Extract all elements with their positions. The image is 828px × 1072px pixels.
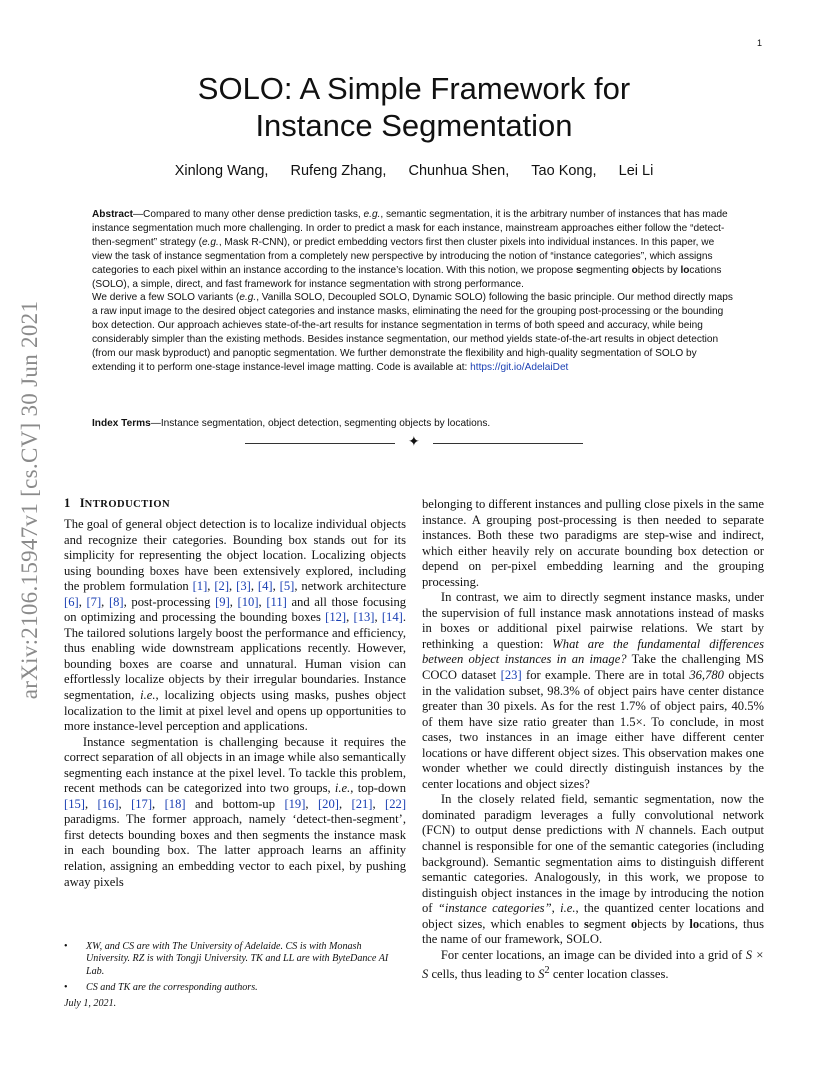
citation-link[interactable]: [11]: [266, 594, 287, 609]
footnote: • CS and TK are the corresponding authors.: [64, 982, 406, 994]
body-text: i.e.: [560, 901, 576, 916]
abstract-text: cations (SOLO), a simple, direct, and fast framework for instance segmentation with strong performance.: [92, 264, 722, 290]
math-value: 36,780: [689, 668, 724, 683]
citation-link[interactable]: [5]: [279, 579, 295, 594]
citation-link[interactable]: [2]: [214, 579, 230, 594]
divider-line-left: [245, 443, 395, 444]
citation-link[interactable]: [23]: [500, 668, 522, 683]
body-text: and all those focusing on optimizing and processing the bounding boxes: [64, 594, 407, 625]
citation-link[interactable]: [22]: [385, 796, 407, 811]
body-text: channels. Each output channel is responsible for one of the semantic categories (including background). Semantic segmentation aims to distinguish different semantic categories. Analogously, in this work, we propose to distinguish object instances in the image by introducing the notion of: [422, 823, 764, 916]
section-number: 1: [64, 496, 71, 510]
arxiv-stamp-container: [10, 290, 50, 710]
body-text: The goal of general object detection is to localize individual objects and recognize their categories. Bounding box stands out for its simplicity for representing the object location. Localizing objects using bounding boxes have been extensively explored, including the problem formulation: [64, 517, 406, 594]
body-paragraph: [422, 948, 764, 983]
body-text: and bottom-up: [185, 796, 285, 811]
author: Lei Li: [618, 163, 654, 179]
body-text: i.e.: [140, 688, 156, 703]
citation-link[interactable]: [6]: [64, 594, 79, 609]
abstract-text: , Vanilla SOLO, Decoupled SOLO, Dynamic SOLO) following the basic principle. Our method directly maps a raw input image to the desired object categories and instance masks, eliminating the need for the grouping post-processing or the bounding box detection. Our approach achieves state-of-the-art results for instance segmentation in terms of both speed and accuracy, while being considerably simpler than the existing methods. Besides instance segmentation, our method yields state-of-the-art results in object detection (from our mask byproduct) and panoptic segmentation. We further demonstrate the flexibility and high-quality segmentation of SOLO by extending it to perform one-stage instance-level image matting. Code is available at:: [92, 292, 733, 373]
paper-title: [94, 70, 734, 144]
math-value: 98.3%: [547, 683, 580, 698]
body-text: paradigms. The former approach, namely ‘detect-then-segment’, first detects bounding boxes and then segments the instance mask in each bounding box. The latter approach learns an affinity relation, assigning an embedding vector to each pixel, by pushing away pixels: [64, 812, 406, 889]
math-superscript: 2: [544, 965, 550, 977]
body-text: “instance categories”: [437, 901, 552, 916]
index-terms-text: —Instance segmentation, object detection, segmenting objects by locations.: [150, 418, 491, 429]
arxiv-stamp: arXiv:2106.15947v1 [cs.CV] 30 Jun 2021: [17, 300, 42, 700]
body-text: In the closely related field, semantic segmentation, now the dominated paradigm leverages a fully convolutional network (FCN) to output dense predictions with: [422, 792, 764, 838]
citation-link[interactable]: [19]: [284, 796, 306, 811]
abstract-paragraph-1: [92, 208, 737, 291]
date: July 1, 2021.: [64, 998, 117, 1009]
body-text: . The tailored solutions largely boost the performance and efficiency, thus enabling wide downstream applications recently. However, bounding boxes are coarse and unnatural. Human vision can effortlessly localize objects by their irregular boundaries. Instance segmentation,: [64, 610, 406, 703]
index-terms: [92, 418, 737, 429]
body-text: cells, thus leading to: [428, 967, 539, 982]
citation-link[interactable]: [17]: [131, 796, 153, 811]
abstract-text: , semantic segmentation, it is the arbitrary number of instances that has made instance segmentation much more challenging. In order to predict a mask for each instance, mainstream approaches either follow the “detect-then-segment” strategy (: [92, 209, 728, 248]
body-text: of object pairs have center distance greater than: [422, 683, 764, 714]
abstract-text: e.g.: [363, 209, 381, 220]
section-divider: [245, 436, 583, 450]
body-text: pixels. As for the rest: [499, 699, 620, 714]
body-text: egment: [588, 916, 631, 931]
citation-link[interactable]: [3]: [236, 579, 251, 594]
abstract-text: o: [631, 264, 638, 276]
citation-link[interactable]: [8]: [108, 594, 124, 609]
divider-line-right: [433, 443, 583, 444]
right-column: [422, 497, 764, 983]
abstract-paragraph-2: [92, 291, 737, 374]
citation-link[interactable]: [21]: [351, 796, 373, 811]
math-value: 1.7%: [619, 699, 646, 714]
body-text: lo: [689, 916, 700, 931]
abstract-text: egmenting: [581, 264, 632, 276]
body-text: . To conclude, in most cases, two instances in an image either have different center locations or have different object sizes. This observation makes one wonder whether we could directly distinguish instances by the center locations and object sizes?: [422, 714, 764, 791]
citation-link[interactable]: [14]: [381, 610, 403, 625]
body-text: i.e.: [334, 781, 351, 796]
author: Chunhua Shen,: [408, 163, 510, 179]
abstract-text: e.g.: [201, 236, 219, 248]
body-text: center location classes.: [549, 967, 669, 982]
body-text: cations, thus the name of our framework, SOLO.: [422, 916, 764, 947]
body-text: , the quantized center locations and object sizes, which enables to: [422, 901, 764, 931]
citation-link[interactable]: [1]: [192, 579, 208, 594]
citation-link[interactable]: [13]: [353, 610, 375, 625]
body-text: of object pairs,: [645, 699, 732, 714]
math-value: 40.5%: [731, 699, 765, 714]
author-list: [94, 163, 734, 179]
index-terms-label: Index Terms: [92, 418, 151, 429]
math-value: 1.5×: [619, 714, 643, 729]
body-text: , post-processing: [123, 594, 216, 609]
abstract-text: s: [576, 264, 582, 276]
math-value: S: [538, 967, 545, 982]
citation-link[interactable]: [20]: [317, 796, 339, 811]
body-text: s: [583, 916, 589, 931]
body-text: Take the challenging MS COCO dataset: [422, 652, 764, 683]
footnotes: [64, 941, 406, 998]
body-paragraph: [422, 590, 764, 792]
math-value: 30: [487, 699, 500, 714]
body-paragraph: Instance segmentation is challenging because it requires the correct separation of all objects in an image while also semantically segmenting each instance at the pixel level. To tackle this problem, recent methods can be categorized into two groups, i.e., top-down [15], [16], [17], [18] and bottom-up [19], [20], [21], [22] paradigms. The former approach, namely ‘detect-then-segment’, first detects bounding boxes and then segments the instance mask in each bounding box. The latter approach learns an affinity relation, assigning an embedding vector to each pixel, by pushing away pixels: [64, 734, 407, 889]
citation-link[interactable]: [4]: [257, 579, 273, 594]
citation-link[interactable]: [18]: [164, 796, 186, 811]
citation-link[interactable]: [12]: [325, 610, 347, 625]
body-text: For center locations, an image can be divided into a grid of: [440, 947, 746, 962]
abstract-text: bjects by: [637, 264, 681, 276]
citation-link[interactable]: [7]: [86, 594, 102, 609]
body-text: bjects by: [637, 916, 690, 931]
author: Tao Kong,: [531, 163, 597, 179]
divider-star-icon: ✦: [408, 435, 420, 450]
title-line-2: Instance Segmentation: [255, 108, 573, 143]
citation-link[interactable]: [15]: [64, 796, 85, 811]
body-text: o: [630, 916, 638, 931]
abstract-text: lo: [680, 264, 690, 276]
code-link[interactable]: https://git.io/AdelaiDet: [470, 361, 569, 373]
abstract-label: Abstract: [92, 209, 133, 220]
body-paragraph: belonging to different instances and pulling close pixels in the same instance. A grouping post-processing is then needed to separate instances. Both these two paradigms are step-wise and indirect, which either heavily rely on accurate bounding box detection or depend on per-pixel embedding learning and the grouping processing.: [422, 497, 764, 589]
body-text: , network architecture: [294, 579, 407, 594]
body-text: for example. There are in total: [521, 668, 690, 683]
left-column: [64, 517, 406, 890]
citation-link[interactable]: [16]: [97, 796, 119, 811]
body-text: of them have size ratio greater than: [422, 714, 620, 729]
body-paragraph: [422, 792, 764, 947]
abstract-text: , Mask R-CNN), or predict embedding vectors first then cluster pixels into individual instances. In this paper, we view the task of instance segmentation from a completely new perspective by introducing the notion of “instance categories”, which assigns categories to each pixel within an instance according to the instance’s location. With this notion, we propose: [92, 236, 715, 276]
author: Rufeng Zhang,: [290, 163, 387, 179]
section-title-initial: I: [79, 496, 85, 510]
title-line-1: SOLO: A Simple Framework for: [197, 71, 631, 106]
page-number: 1: [757, 38, 763, 48]
body-text: , top-down: [350, 781, 406, 796]
section-title-rest: NTRODUCTION: [84, 499, 171, 510]
footnote: • XW, and CS are with The University of Adelaide. CS is with Monash University. RZ is with Tongji University. TK and LL are with ByteDance AI Lab.: [64, 941, 406, 978]
abstract-text: —Compared to many other dense prediction tasks,: [132, 209, 364, 220]
body-text: What are the fundamental differences between object instances in an image?: [422, 636, 764, 667]
section-heading: [64, 496, 170, 511]
math-value: N: [635, 823, 644, 838]
author: Xinlong Wang,: [174, 163, 269, 179]
body-text: Instance segmentation is challenging because it requires the correct separation of all objects in an image while also semantically segmenting each instance at the pixel level. To tackle this problem, recent methods can be categorized into two groups,: [64, 734, 406, 796]
abstract: [92, 208, 737, 375]
math-value: S × S: [422, 947, 764, 982]
citation-link[interactable]: [9]: [215, 594, 230, 609]
abstract-text: e.g.: [239, 292, 257, 304]
abstract-text: We derive a few SOLO variants (: [92, 292, 240, 304]
body-paragraph: The goal of general object detection is to localize individual objects and recognize their categories. Bounding box stands out for its simplicity for representing the object location. Localizing objects using bounding boxes have been extensively explored, including the problem formulation [1], [2], [3], [4], [5], network architecture [6], [7], [8], post-processing [9], [10], [11] and all those focusing on optimizing and processing the bounding boxes [12], [13], [14]. The tailored solutions largely boost the performance and efficiency, thus enabling wide downstream applications recently. However, bounding boxes are coarse and unnatural. Human vision can effortlessly localize objects by their irregular boundaries. Instance segmentation, i.e., localizing objects using masks, pushes object localization to the limit at pixel level and opens up opportunities to more instance-level perception and applications.: [64, 517, 407, 734]
body-text: objects in the validation subset,: [422, 668, 764, 698]
citation-link[interactable]: [10]: [237, 594, 259, 609]
body-text: , localizing objects using masks, pushes object localization to the limit at pixel level and opens up opportunities to more instance-level perception and applications.: [64, 688, 406, 734]
body-text: In contrast, we aim to directly segment instance masks, under the supervision of full instance mask annotations instead of masks in boxes or additional pixel pairwise relations. We start by rethinking a question:: [422, 590, 764, 651]
body-text: ,: [551, 901, 561, 916]
